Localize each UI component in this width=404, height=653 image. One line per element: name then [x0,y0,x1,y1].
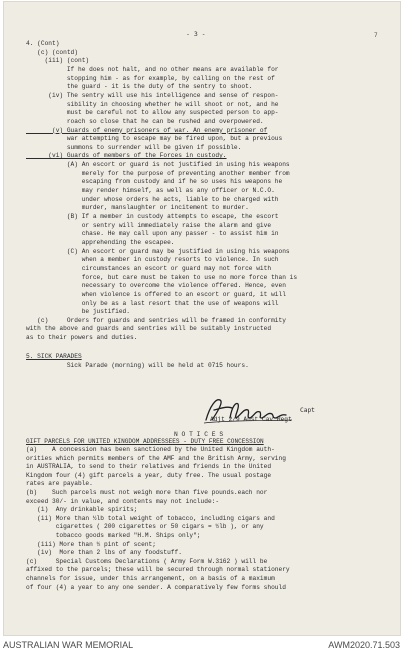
notice-line: tobacco goods marked "H.M. Ships only"; [26,532,201,539]
document-line: must be careful not to allow any suspected person to app- [26,109,279,117]
document-line: (iv) The sentry will use his intelligence and sense of respon- [26,91,279,99]
notice-line: channels for issue, under this arrangement, on a basis of a maximum [26,575,275,582]
document-line: (c) Orders for guards and sentries will be framed in conformity [26,316,286,324]
footer-institution: AUSTRALIAN WAR MEMORIAL [3,640,134,650]
notice-line: orities which permits members of the AMF and the British Army, serving [26,454,286,462]
document-line: may render himself, as well as any officer or N.C.O. [26,187,275,195]
page-number: - 3 - [186,30,206,38]
document-line: force, but care must be taken to use no more force than is [26,273,298,281]
document-line: Sick Parade (morning) will be held at 0715 hours. [26,362,249,370]
document-line: merely for the purpose of preventing another member from [26,169,290,177]
notice-line: of four (4) a year to any one sender. A comparatively few forms should [26,583,286,591]
document-line: (iii) (cont) [26,57,90,65]
archive-footer [0,637,404,653]
notice-line: (ii) More than ½lb total weight of tobacco, including cigars and [26,514,275,522]
document-line: roach so close that he can be rushed and overpowered. [26,117,264,125]
document-line: the guard - it is the duty of the sentry to shoot. [26,83,253,91]
document-line: murder, manslaughter or incitement to murder. [26,204,249,212]
notice-body [4,2,400,635]
document-line: only be as a last resort that the use of weapons will [26,299,279,307]
notice-line: (c) Special Customs Declarations ( Army Form W.3162 ) will be [26,557,268,565]
document-line: apprehending the escapee. [26,239,175,246]
notice-line: Kingdom four (4) gift parcels a year, duty free. The usual postage [26,471,272,479]
notice-line: cigarettes ( 200 cigarettes or 50 cigars = ½lb ), or any [26,523,264,531]
document-line: under whose orders he acts, liable to be charged with [26,195,279,203]
notice-line: rates are payable. [26,480,93,488]
document-line: be justified. [26,308,130,316]
document-line: or sentry will immediately raise the alarm and give [26,221,272,229]
document-line: when violence is offered to an escort or guard, it will [26,290,286,298]
notice-line: affixed to the parcels; these will be secured through normal stationery [26,566,290,574]
document-line: If he does not halt, and no other means are available for [26,66,279,73]
document-line: (C) An escort or guard may be justified in using his weapons [26,247,290,255]
document-line: war attempting to escape may be fired upon, but a previous [26,135,283,143]
document-line: (A) An escort or guard is not justified in using his weapons [26,161,290,169]
document-line: necessary to overcome the violence offered. Hence, even [26,282,286,290]
document-line: chase. He may call upon any passer - to assist him in [26,230,279,238]
notices-heading: N O T I C E S [174,431,224,438]
document-page [4,2,400,635]
document-line: as to their powers and duties. [26,334,138,342]
document-line: (vi) Guards of members of the Forces in custody. [26,152,227,160]
document-line: 4. (Cont) [26,40,60,47]
document-line: (c) (contd) [26,48,78,56]
notice-line: (a) A concession has been sanctioned by the United Kingdom auth- [26,446,275,453]
document-line: 5. SICK PARADES [26,353,82,361]
document-line: when a member in custody resorts to violence. In such [26,256,279,264]
document-line: sibility in choosing whether he will shoot or not, and he [26,100,279,108]
notice-line: (iii) More than ½ pint of scent; [26,540,156,548]
document-line: (B) If a member in custody attempts to escape, the escort [26,213,279,220]
document-line: escaping from custody and if he so uses his weapons he [26,178,283,186]
signature-rank: Capt [300,407,315,414]
document-line: summons to surrender will be given if possible. [26,143,242,151]
gift-parcels-heading: GIFT PARCELS FOR UNITED KINGDOM ADDRESSEES - DUTY FREE CONCESSION [26,438,264,445]
footer-accession-number: AWM2020.71.503 [328,640,400,650]
notice-line: (iv) More than 2 lbs of any foodstuff. [26,549,182,557]
corner-mark: 7 [374,32,378,39]
notice-line: in AUSTRALIA, to send to their relatives and friends in the United [26,463,272,471]
document-line: circumstances an escort or guard may not force with [26,264,272,272]
notice-line: (b) Such parcels must not weigh more than five pounds.each nor [26,489,268,496]
notice-line: exceed 30/- in value, and contents may not include:- [26,497,220,505]
document-line: with the above and guards and sentries will be suitably instructed [26,325,272,333]
signature-appointment: Adjt 2/9 Aust Cav Regt [210,416,292,423]
document-line: stopping him - as for example, by calling on the rest of [26,74,275,82]
notice-line: (i) Any drinkable spirits; [26,506,138,514]
document-line: (v) Guards of enemy prisoners of war. An enemy prisoner of [26,126,268,134]
